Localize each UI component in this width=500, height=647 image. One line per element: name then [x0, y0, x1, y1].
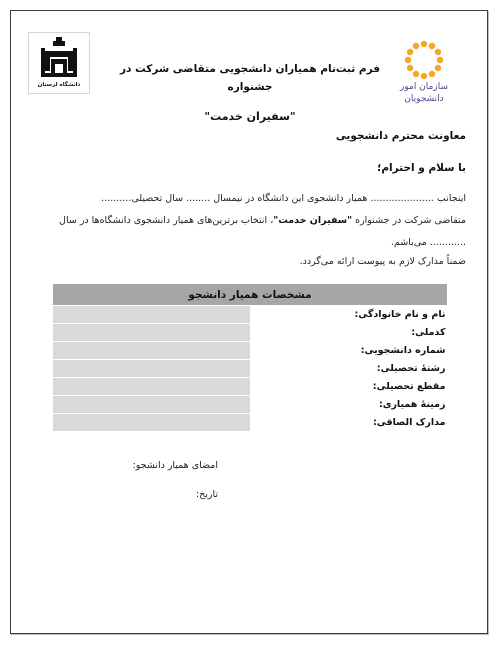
- paragraph-line-1: اینجانب ..................... همیار دانشجوی این دانشگاه در نیمسال ........ سال تحصیلی..........: [101, 193, 466, 204]
- student-number-label: شماره دانشجویی:: [250, 342, 448, 360]
- university-logo-caption: دانشگاه لرستان: [37, 82, 81, 88]
- request-paragraph: [36, 188, 466, 254]
- line2-part-c: ، انتخاب برترین‌های همیار دانشجوی دانشگاه‌ها در سال: [59, 215, 274, 226]
- national-id-label: کدملی:: [250, 324, 448, 342]
- attached-documents-label: مدارک الصاقی:: [250, 414, 448, 432]
- field-of-study-field[interactable]: [53, 360, 251, 378]
- date-label: تاریخ:: [195, 489, 218, 500]
- university-emblem-icon: [29, 33, 89, 93]
- addressee: معاونت محترم دانشجویی: [335, 130, 466, 142]
- degree-level-field[interactable]: [53, 378, 251, 396]
- table-row: [53, 306, 448, 324]
- full-name-label: نام و نام خانوادگی:: [250, 306, 448, 324]
- table-header: مشخصات همیار دانشجو: [53, 284, 448, 306]
- table-row: [53, 342, 448, 360]
- student-affairs-logo: [386, 38, 462, 108]
- assistance-area-field[interactable]: [53, 396, 251, 414]
- logo-caption-line-1: سازمان امور: [400, 82, 448, 92]
- field-of-study-label: رشتهٔ تحصیلی:: [250, 360, 448, 378]
- paragraph-line-2: [36, 210, 466, 232]
- degree-level-label: مقطع تحصیلی:: [250, 378, 448, 396]
- sunburst-logo-icon: [386, 38, 462, 108]
- university-logo: [28, 32, 90, 94]
- signature-label: امضای همیار دانشجو:: [132, 460, 218, 471]
- table-row: [53, 324, 448, 342]
- line2-part-a: متقاضی شرکت در جشنواره: [352, 215, 466, 226]
- form-title-block: [110, 60, 390, 123]
- logo-caption-line-2: دانشجویان: [404, 94, 444, 104]
- greeting: با سلام و احترام؛: [377, 162, 466, 174]
- student-number-field[interactable]: [53, 342, 251, 360]
- assistance-area-label: زمینهٔ همیاری:: [250, 396, 448, 414]
- table-row: [53, 378, 448, 396]
- table-row: [53, 414, 448, 432]
- attached-documents-field[interactable]: [53, 414, 251, 432]
- table-row: [53, 396, 448, 414]
- attachments-note: ضمناً مدارک لازم به پیوست ارائه می‌گردد.: [299, 256, 466, 267]
- festival-name-inline: "سفیران خدمت": [273, 215, 353, 226]
- form-title: فرم ثبت‌نام همیاران دانشجویی متقاضی شرکت در جشنواره: [119, 63, 380, 93]
- paragraph-line-3: ............ می‌باشم.: [390, 237, 466, 248]
- student-info-table: [52, 283, 448, 432]
- national-id-field[interactable]: [53, 324, 251, 342]
- festival-name: "سفیران خدمت": [204, 110, 296, 123]
- full-name-field[interactable]: [53, 306, 251, 324]
- table-row: [53, 360, 448, 378]
